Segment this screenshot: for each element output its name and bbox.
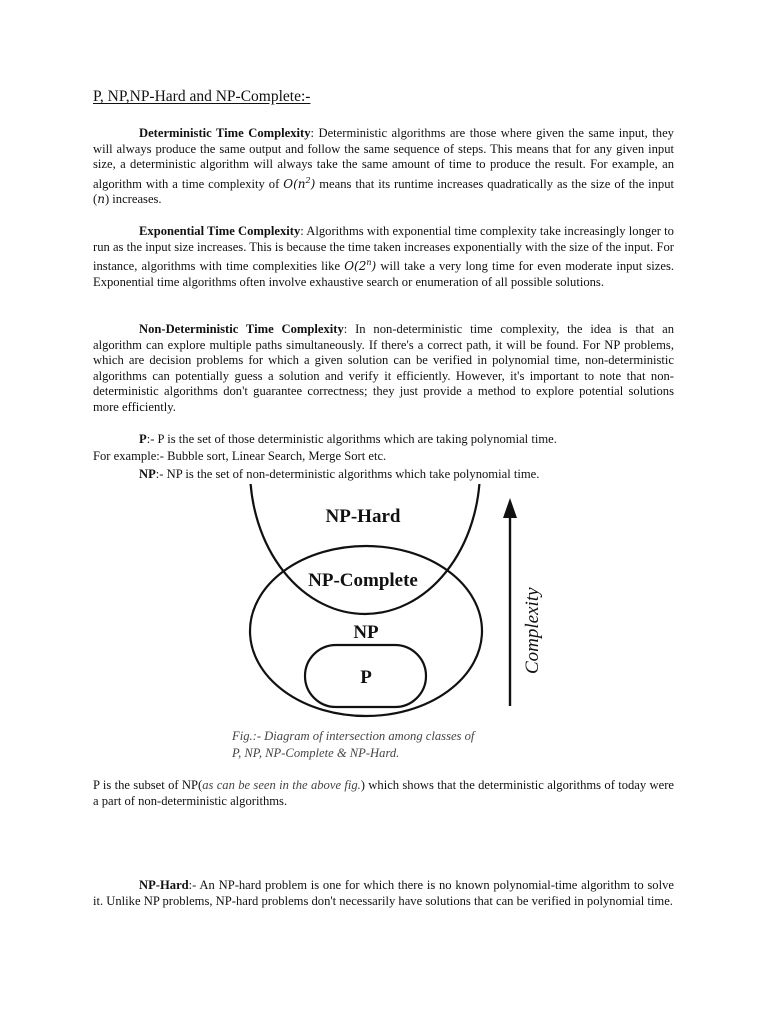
subset-italic: as can be seen in the above fig. — [202, 778, 361, 792]
nondeterministic-heading: Non-Deterministic Time Complexity — [139, 322, 344, 336]
subset-text-2: ) which shows that the deterministic algorithms of today were a part of non-deterministic algorithms. — [93, 778, 674, 808]
p-label: P — [139, 432, 147, 446]
p-definition — [139, 432, 557, 448]
paragraph-subset — [93, 778, 674, 809]
exponential-text-2: will take a very long time for even moderate input sizes. Exponential time algorithms often involve exhaustive search or enumeration of all possible solutions. — [93, 259, 674, 289]
np-hard-region — [250, 484, 480, 614]
subset-text-1: P is the subset of NP( — [93, 778, 203, 792]
paragraph-np-hard — [93, 878, 674, 909]
np-hard-label: NP-Hard — [325, 506, 401, 527]
page-title: P, NP,NP-Hard and NP-Complete:- — [93, 88, 311, 105]
example-line: For example:- Bubble sort, Linear Search, Merge Sort etc. — [93, 449, 387, 463]
deterministic-text: : Deterministic algorithms are those where given the same input, they will always produce the same output and follow the same sequence of steps. This means that for any given input size, a deterministic algorithm will always take the same amount of time to produce the result. For example, an algorithm with a time complexity of — [93, 126, 674, 191]
p-label-figure: P — [360, 667, 372, 688]
np-hard-text: :- An NP-hard problem is one for which there is no known polynomial-time algorithm to solve it. Unlike NP problems, NP-hard problems don't necessarily have solutions that can be verified in polynomial time. — [93, 878, 674, 908]
paragraph-exponential — [93, 224, 674, 290]
np-text: :- NP is the set of non-deterministic algorithms which take polynomial time. — [155, 467, 540, 481]
np-label: NP — [139, 467, 156, 481]
complexity-axis-label: Complexity — [522, 587, 543, 674]
np-label-figure: NP — [353, 622, 379, 643]
np-definition — [139, 467, 539, 483]
paragraph-deterministic — [93, 126, 674, 208]
complexity-arrow-head — [503, 498, 517, 518]
paragraph-nondeterministic — [93, 322, 674, 416]
nondeterministic-text: : In non-deterministic time complexity, the idea is that an algorithm can explore multiple paths simultaneously. If there's a correct path, it will be found. For NP problems, which are decision problems for which a given solution can be verified in polynomial time, non-deterministic algorithms can potentially guess a solution and verify it efficiently. However, it's important to note that non-deterministic algorithms don't guarantee correctness; they just provide a method to explore potential solutions more efficiently. — [93, 322, 674, 414]
np-complete-label: NP-Complete — [308, 570, 418, 591]
deterministic-var: n — [97, 192, 105, 207]
deterministic-heading: Deterministic Time Complexity — [139, 126, 311, 140]
p-text: :- P is the set of those deterministic algorithms which are taking polynomial time. — [146, 432, 557, 446]
caption-line-2: P, NP, NP-Complete & NP-Hard. — [232, 746, 400, 760]
np-hard-heading: NP-Hard — [139, 878, 189, 892]
exponential-text: : Algorithms with exponential time complexity take increasingly longer to run as the input size increases. This is because the time taken increases exponentially with the size of the input. For instance, algorithms with time complexities like — [93, 224, 674, 274]
deterministic-math: $O(n^2)$ — [283, 175, 316, 191]
figure-caption — [232, 728, 474, 762]
exponential-heading: Exponential Time Complexity — [139, 224, 301, 238]
deterministic-text-2: means that its runtime increases quadratically as the size of the input ( — [93, 176, 674, 207]
complexity-classes-diagram — [230, 484, 560, 724]
exponential-math: O(2$^n$) — [344, 258, 377, 274]
caption-line-1: Fig.:- Diagram of intersection among classes of — [232, 729, 475, 743]
deterministic-text-3: ) increases. — [104, 192, 162, 207]
